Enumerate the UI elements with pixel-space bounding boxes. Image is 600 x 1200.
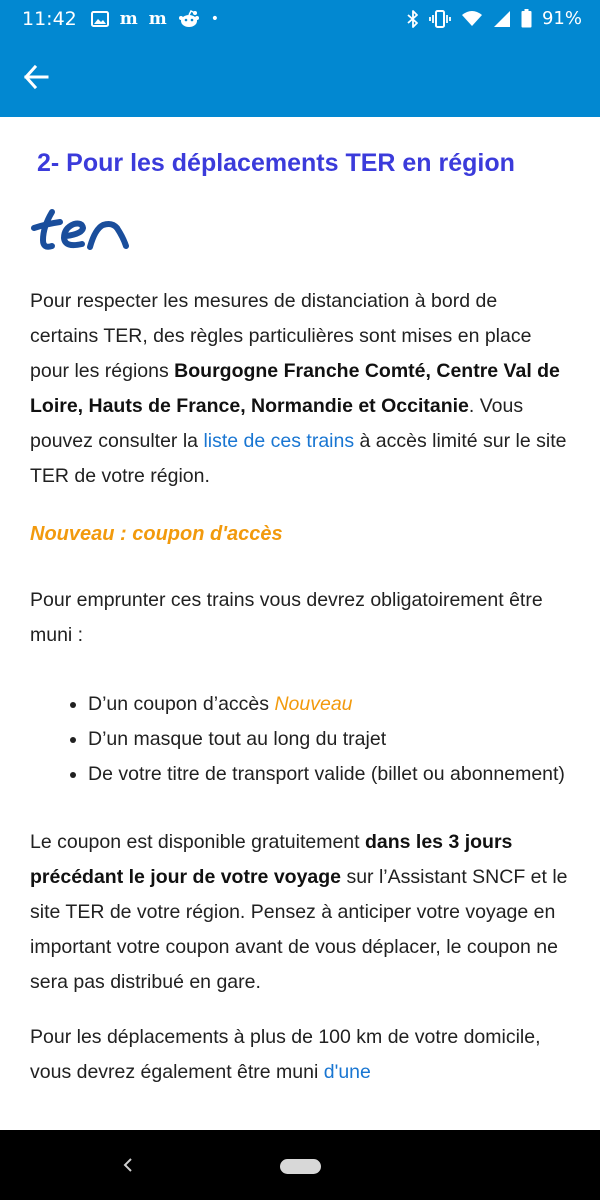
vibrate-icon [429, 10, 451, 28]
signal-icon [493, 10, 511, 28]
newspaper-m-icon: m [119, 8, 138, 29]
list-item [88, 722, 570, 757]
trains-list-link[interactable]: liste de ces trains [203, 430, 355, 452]
arrow-back-icon [23, 64, 49, 90]
status-bar-left [22, 8, 230, 30]
para1-text-3: à accès limité sur le site TER de votre région. [30, 430, 567, 487]
nav-back-button[interactable] [116, 1152, 140, 1178]
paragraph-requirements: Pour emprunter ces trains vous devrez obligatoirement être muni : [30, 589, 543, 646]
paragraph-long-distance [30, 1020, 570, 1090]
list-item [88, 687, 570, 722]
dot-icon: • [210, 10, 220, 27]
nav-back-icon [122, 1157, 134, 1173]
ter-logo [30, 207, 570, 267]
paragraph-coupon-availability [30, 825, 570, 1000]
attestation-link[interactable]: d'une [323, 1061, 371, 1083]
para3-bold: dans les 3 jours précédant le jour de votre voyage [30, 831, 513, 888]
list-item-ticket: De votre titre de transport valide (billet ou abonnement) [88, 763, 565, 785]
app-bar [0, 37, 600, 117]
wifi-icon [461, 10, 483, 27]
status-bar-right [407, 8, 582, 29]
back-button[interactable] [14, 55, 58, 99]
list-item [88, 757, 570, 792]
newspaper-m-icon: m [148, 8, 167, 29]
para1-regions: Bourgogne Franche Comté, Centre Val de Loire, Hauts de France, Normandie et Occitanie [30, 360, 560, 417]
requirements-list [30, 687, 570, 792]
section-title: 2- Pour les déplacements TER en région [37, 149, 515, 177]
reddit-icon [178, 10, 200, 28]
list-item-coupon: D’un coupon d’accès [88, 693, 275, 715]
status-bar [0, 0, 600, 37]
para4-text-1: Pour les déplacements à plus de 100 km de votre domicile, vous devrez également être muni [30, 1026, 541, 1083]
bluetooth-icon [407, 10, 419, 28]
article-content[interactable] [0, 117, 600, 1130]
navigation-bar [0, 1130, 600, 1200]
status-time: 11:42 [22, 7, 77, 30]
para3-text-2: sur l’Assistant SNCF et le site TER de votre région. Pensez à anticiper votre voyage en important votre coupon avant de vous déplacer, le coupon ne sera pas distribué en gare. [30, 866, 568, 993]
para1-text-2: . Vous pouvez consulter la [30, 395, 524, 452]
ter-logo-graphic [30, 207, 130, 257]
list-item-mask: D’un masque tout au long du trajet [88, 728, 387, 750]
new-tag: Nouveau [274, 693, 353, 715]
battery-icon [521, 9, 532, 28]
para3-text-1: Le coupon est disponible gratuitement [30, 831, 365, 853]
nav-home-pill-icon[interactable] [280, 1159, 321, 1174]
image-icon [91, 11, 109, 27]
subheading-coupon: Nouveau : coupon d'accès [30, 523, 283, 545]
battery-percent: 91% [541, 8, 582, 29]
paragraph-distanciation [30, 284, 570, 494]
para1-text-1: Pour respecter les mesures de distanciation à bord de certains TER, des règles particulières sont mises en place pour les régions [30, 290, 532, 382]
